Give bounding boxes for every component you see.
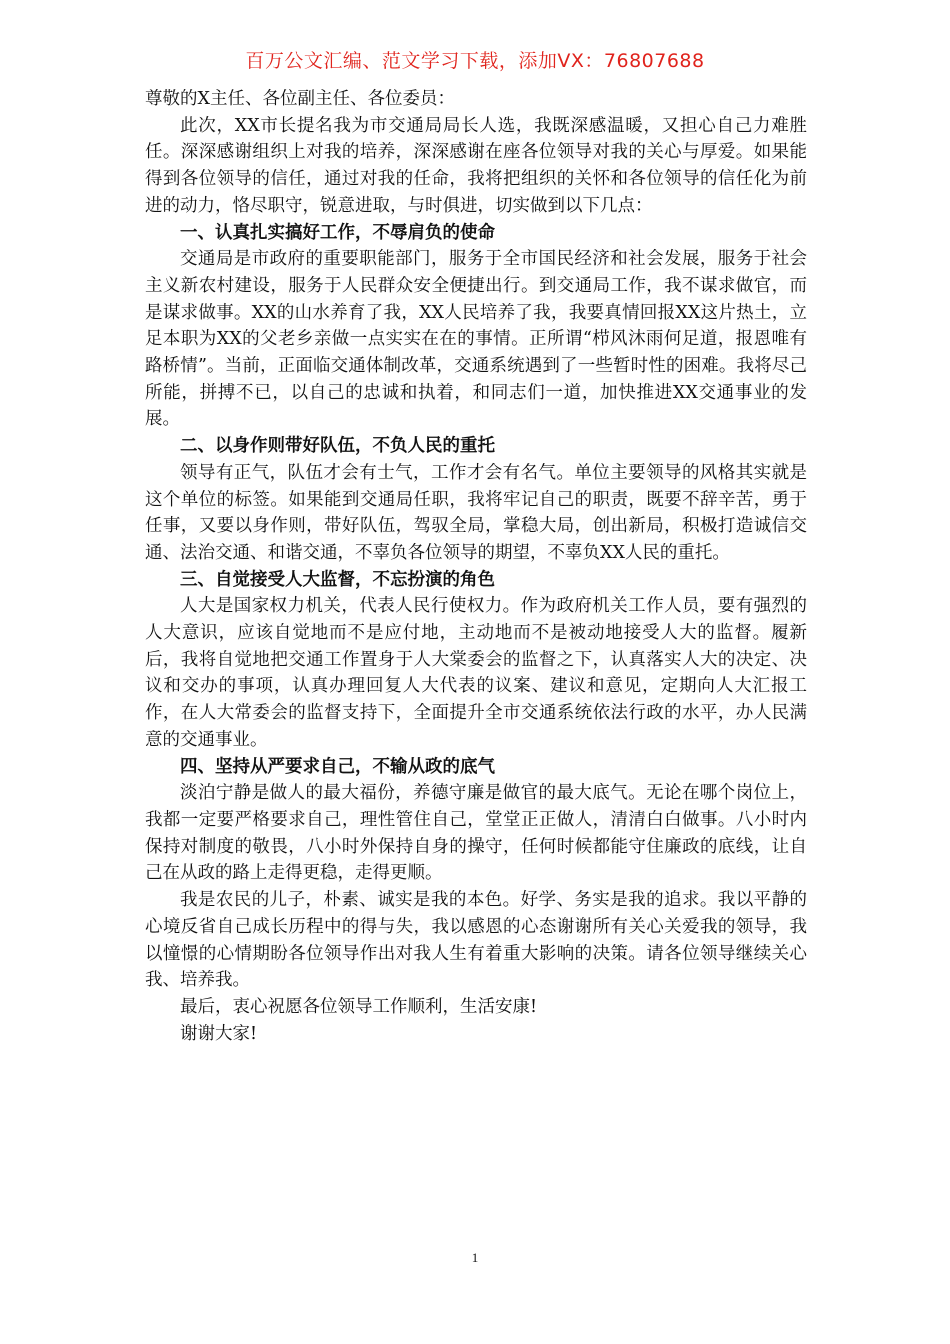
closing-thanks: 谢谢大家! [180,1023,258,1044]
closing-paragraph: 我是农民的儿子，朴素、诚实是我的本色。好学、务实是我的追求。我以平静的心境反省自己成长历程中的得与失，我以感恩的心态谢谢所有关心关爱我的领导，我以憧憬的心情期盼各位领导作出对我人生有着重大影响的决策。请各位领导继续关心我、培养我。 [145,890,807,991]
closing-wish: 最后，衷心祝愿各位领导工作顺利，生活安康! [180,996,538,1017]
section-paragraph-4: 淡泊宁静是做人的最大福份，养德守廉是做官的最大底气。无论在哪个岗位上，我都一定要严格要求自己，理性管住自己，堂堂正正做人，清清白白做事。八小时内保持对制度的敬畏，八小时外保持自身的操守，任何时候都能守住廉政的底线，让自己在从政的路上走得更稳，走得更顺。 [145,783,807,884]
section-heading-3: 三、自觉接受人大监督，不忘扮演的角色 [180,569,495,590]
section-paragraph-1: 交通局是市政府的重要职能部门，服务于全市国民经济和社会发展，服务于社会主义新农村建设，服务于人民群众安全便捷出行。到交通局工作，我不谋求做官，而是谋求做事。XX的山水养育了我，XX人民培养了我，我要真情回报XX这片热土，立足本职为XX的父老乡亲做一点实实在在的事情。正所谓“栉风沐雨何足道，报恩唯有路桥情”。当前，正面临交通体制改革，交通系统遇到了一些暂时性的困难。我将尽己所能，拼搏不已，以自己的忠诚和执着，和同志们一道，加快推进XX交通事业的发展。 [145,249,807,430]
document-body [145,86,807,1047]
section-paragraph-3: 人大是国家权力机关，代表人民行使权力。作为政府机关工作人员，要有强烈的人大意识，应该自觉地而不是应付地，主动地而不是被动地接受人大的监督。履新后，我将自觉地把交通工作置身于人大棠委会的监督之下，认真落实人大的决定、决议和交办的事项，认真办理回复人大代表的议案、建议和意见，定期向人大汇报工作，在人大常委会的监督支持下，全面提升全市交通系统依法行政的水平，办人民满意的交通事业。 [145,596,807,750]
header-banner: 百万公文汇编、范文学习下载，添加VX：76807688 [245,50,705,72]
salutation: 尊敬的X主任、各位副主任、各位委员： [145,89,455,109]
section-heading-2: 二、以身作则带好队伍，不负人民的重托 [180,436,495,457]
section-heading-4: 四、坚持从严要求自己，不输从政的底气 [180,756,495,777]
section-heading-1: 一、认真扎实搞好工作，不辱肩负的使命 [180,222,495,243]
intro-paragraph: 此次，XX市长提名我为市交通局局长人选，我既深感温暖，又担心自己力难胜任。深深感谢组织上对我的培养，深深感谢在座各位领导对我的关心与厚爱。如果能得到各位领导的信任，通过对我的任命，我将把组织的关怀和各位领导的信任化为前进的动力，恪尽职守，锐意进取，与时俱进，切实做到以下几点： [145,115,807,216]
page-number: 1 [471,1250,479,1265]
section-paragraph-2: 领导有正气，队伍才会有士气，工作才会有名气。单位主要领导的风格其实就是这个单位的标签。如果能到交通局任职，我将牢记自己的职责，既要不辞辛苦，勇于任事，又要以身作则，带好队伍，驾驭全局，掌稳大局，创出新局，积极打造诚信交通、法治交通、和谐交通，不辜负各位领导的期望，不辜负XX人民的重托。 [145,462,807,563]
